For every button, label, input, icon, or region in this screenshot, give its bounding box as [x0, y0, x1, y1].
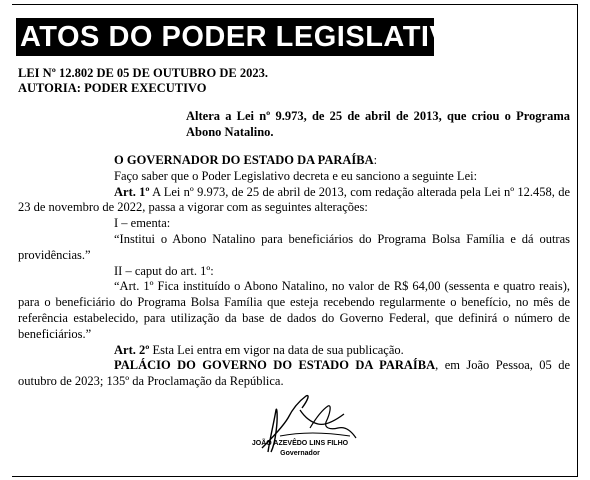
frame-bottom-rule	[12, 476, 578, 477]
promulgation-clause: Faço saber que o Poder Legislativo decreta e eu sanciono a seguinte Lei:	[114, 168, 478, 183]
item-1-text: “Institui o Abono Natalino para beneficiários do Programa Bolsa Família e dá outras providências.”	[18, 231, 570, 262]
article-1-label: Art. 1º	[114, 184, 150, 199]
item-2-label: II – caput do art. 1º:	[114, 263, 214, 278]
signatory-role: Governador	[280, 450, 320, 457]
section-banner	[16, 18, 473, 56]
item-2-text: “Art. 1º Fica instituído o Abono Natalino, no valor de R$ 64,00 (sessenta e quatro reais), para o beneficiário do Programa Bolsa Família que esteja recebendo regularmente o benefício, no mês de referência estabelecido, para utilização da base de dados do Governo Federal, que definirá o número de beneficiários.”	[18, 279, 570, 341]
article-2-label: Art. 2º	[114, 342, 150, 357]
signatory-name: JOÃO AZEVÊDO LINS FILHO	[251, 440, 349, 447]
palace-label: PALÁCIO DO GOVERNO DO ESTADO DA PARAÍBA	[114, 358, 436, 373]
law-body	[18, 153, 570, 390]
law-ementa: Altera a Lei nº 9.973, de 25 de abril de 2013, que criou o Programa Abono Natalino.	[186, 109, 570, 139]
governor-heading-paragraph	[18, 153, 570, 169]
frame-right-rule	[577, 4, 578, 477]
article-2-text: Esta Lei entra em vigor na data de sua publicação.	[149, 342, 404, 357]
article-1	[18, 185, 570, 217]
article-1-text: A Lei nº 9.973, de 25 de abril de 2013, com redação alterada pela Lei nº 12.458, de 23 de novembro de 2022, passa a vigorar com as seguintes alterações:	[18, 184, 570, 215]
palace-text: , em João Pessoa, 05 de outubro de 2023; 135º da Proclamação da República.	[18, 358, 570, 389]
palace-closing	[18, 358, 570, 390]
section-title: ATOS DO PODER LEGISLATIVO	[20, 21, 473, 53]
law-number: LEI Nº 12.802 DE 05 DE OUTUBRO DE 2023.	[18, 66, 268, 80]
governor-heading: O GOVERNADOR DO ESTADO DA PARAÍBA	[114, 153, 374, 167]
governor-heading-colon: :	[373, 153, 378, 167]
article-2	[18, 343, 570, 359]
law-authorship: AUTORIA: PODER EXECUTIVO	[18, 81, 207, 95]
frame-top-rule	[12, 4, 578, 5]
item-1-label: I – ementa:	[114, 216, 171, 231]
